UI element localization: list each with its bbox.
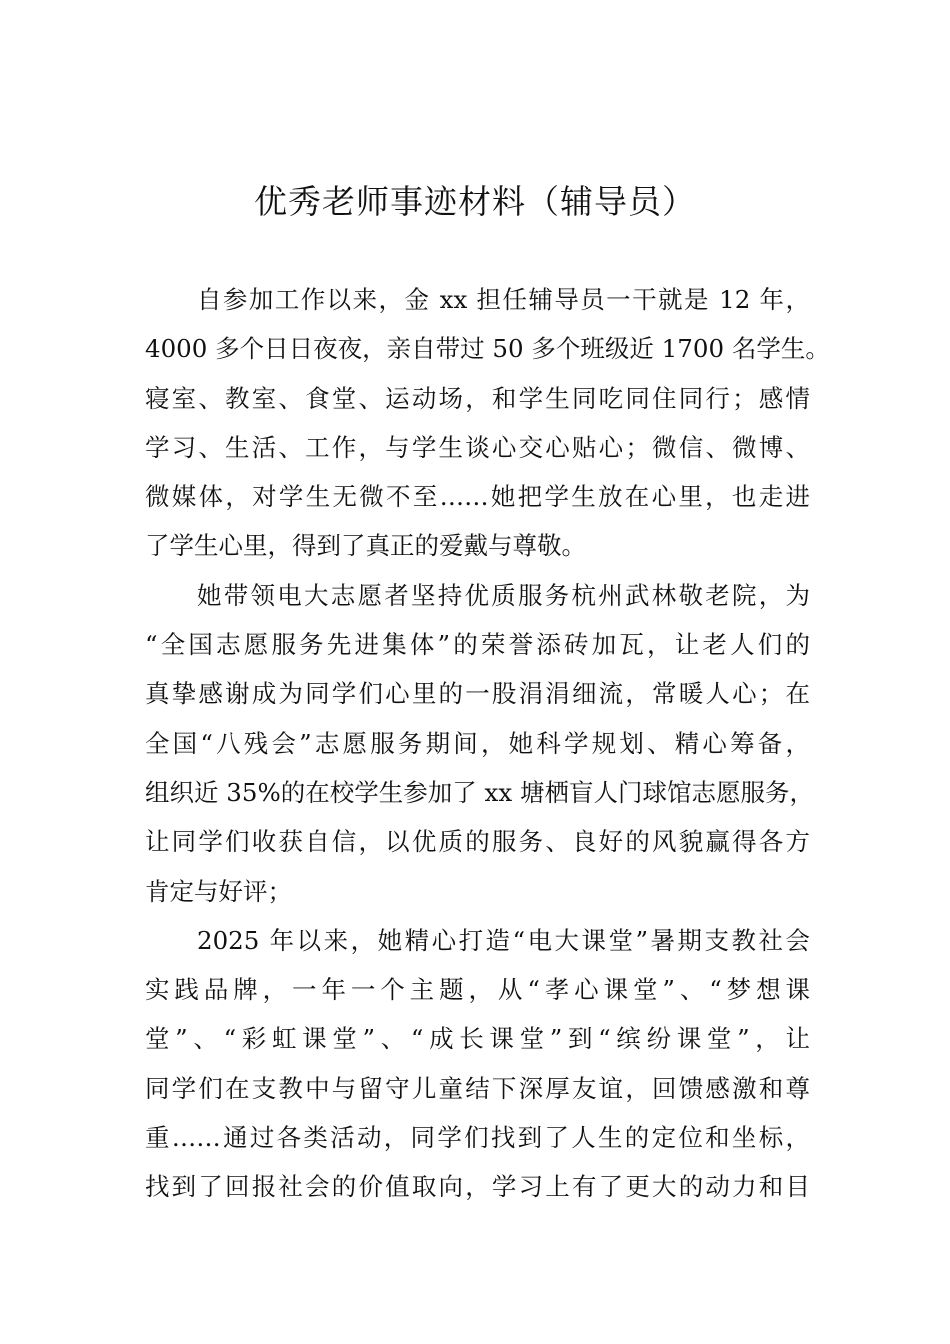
text-line: 实践品牌，一年一个主题，从“孝心课堂”、“梦想课 (145, 975, 810, 1005)
text-line: 4000 多个日日夜夜，亲自带过 50 多个班级近 1700 名学生。 (145, 334, 830, 364)
text-line: 寝室、教室、食堂、运动场，和学生同吃同住同行；感情 (145, 383, 810, 413)
text-line: 自参加工作以来，金 xx 担任辅导员一干就是 12 年， (197, 285, 810, 314)
text-line: 2025 年以来，她精心打造“电大课堂”暑期支教社会 (197, 925, 810, 955)
paragraph (145, 571, 814, 916)
text-line: “全国志愿服务先进集体”的荣誉添砖加瓦，让老人们的 (145, 630, 810, 660)
text-line: 全国“八残会”志愿服务期间，她科学规划、精心筹备， (145, 728, 810, 758)
document-body (145, 275, 830, 1212)
text-line: 肯定与好评； (145, 876, 292, 906)
text-line: 重……通过各类活动，同学们找到了人生的定位和坐标， (145, 1123, 810, 1153)
paragraph (145, 916, 810, 1212)
text-line: 同学们在支教中与留守儿童结下深厚友谊，回馈感激和尊 (145, 1073, 810, 1103)
text-line: 微媒体，对学生无微不至……她把学生放在心里，也走进 (145, 482, 810, 512)
text-line: 组织近 35%的在校学生参加了 xx 塘栖盲人门球馆志愿服务， (145, 777, 814, 807)
text-line: 她带领电大志愿者坚持优质服务杭州武林敬老院，为 (197, 580, 810, 610)
text-line: 堂”、“彩虹课堂”、“成长课堂”到“缤纷课堂”，让 (145, 1024, 810, 1054)
text-line: 让同学们收获自信，以优质的服务、良好的风貌赢得各方 (145, 827, 810, 857)
text-line: 找到了回报社会的价值取向，学习上有了更大的动力和目 (145, 1172, 810, 1202)
text-line: 了学生心里，得到了真正的爱戴与尊敬。 (145, 531, 586, 561)
page-title: 优秀老师事迹材料（辅导员） (254, 182, 696, 221)
text-line: 学习、生活、工作，与学生谈心交心贴心；微信、微博、 (145, 432, 810, 462)
paragraph (145, 275, 830, 571)
text-line: 真挚感谢成为同学们心里的一股涓涓细流，常暖人心；在 (145, 679, 810, 709)
